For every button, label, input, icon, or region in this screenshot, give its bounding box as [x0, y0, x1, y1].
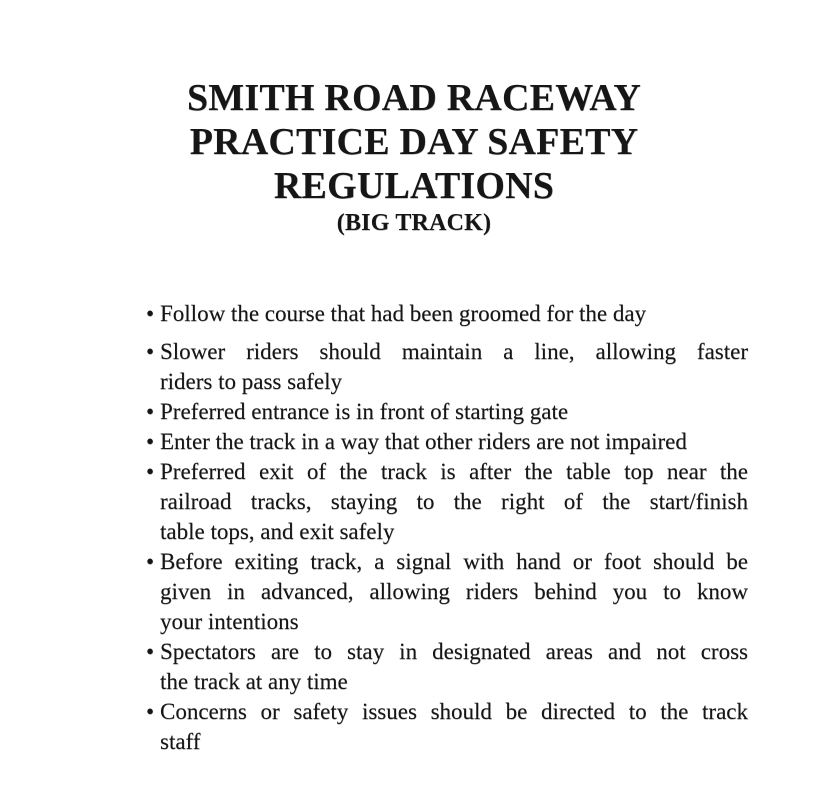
bullet-icon: • — [146, 339, 155, 364]
regulation-line: Before exiting track, a signal with hand or foot should be — [160, 549, 748, 574]
bullet-icon: • — [146, 399, 155, 424]
regulation-line: railroad tracks, staying to the right of the start/finish — [160, 489, 748, 514]
regulation-item-follow-course — [146, 299, 748, 329]
bullet-icon: • — [146, 301, 155, 326]
regulation-line: Spectators are to stay in designated areas and not cross — [160, 639, 748, 664]
regulation-line: Follow the course that had been groomed for the day — [160, 301, 647, 326]
regulation-text — [160, 397, 748, 427]
regulation-item-enter-track — [146, 427, 748, 457]
regulation-item-preferred-entrance — [146, 397, 748, 427]
document-title — [0, 76, 828, 208]
regulation-line: Concerns or safety issues should be directed to the track — [160, 699, 748, 724]
regulation-item-concerns — [146, 697, 748, 757]
regulation-item-preferred-exit — [146, 457, 748, 547]
regulation-text — [160, 637, 748, 697]
regulation-line: riders to pass safely — [160, 369, 343, 394]
bullet-icon: • — [146, 549, 155, 574]
regulation-item-slower-riders — [146, 337, 748, 397]
regulation-line: Enter the track in a way that other riders are not impaired — [160, 429, 687, 454]
regulation-line: staff — [160, 729, 201, 754]
regulation-line: Preferred exit of the track is after the table top near the — [160, 459, 748, 484]
bullet-icon: • — [146, 459, 155, 484]
regulation-text — [160, 697, 748, 757]
regulation-text — [160, 427, 748, 457]
regulation-line: table tops, and exit safely — [160, 519, 395, 544]
bullet-icon: • — [146, 429, 155, 454]
document-subtitle: (BIG TRACK) — [336, 210, 492, 236]
regulation-text — [160, 547, 748, 637]
regulation-line: Slower riders should maintain a line, allowing faster — [160, 339, 748, 364]
regulations-list — [146, 299, 748, 757]
title-line-2: PRACTICE DAY SAFETY — [189, 121, 639, 163]
title-line-3: REGULATIONS — [273, 165, 555, 207]
bullet-icon: • — [146, 699, 155, 724]
title-line-1: SMITH ROAD RACEWAY — [186, 77, 642, 119]
regulation-line: Preferred entrance is in front of starting gate — [160, 399, 569, 424]
regulation-line: the track at any time — [160, 669, 348, 694]
regulation-text — [160, 337, 748, 397]
regulation-item-exit-signal — [146, 547, 748, 637]
regulation-line: your intentions — [160, 609, 299, 634]
regulation-item-spectators — [146, 637, 748, 697]
bullet-icon: • — [146, 639, 155, 664]
regulation-line: given in advanced, allowing riders behind you to know — [160, 579, 748, 604]
regulation-text — [160, 299, 748, 329]
regulation-text — [160, 457, 748, 547]
